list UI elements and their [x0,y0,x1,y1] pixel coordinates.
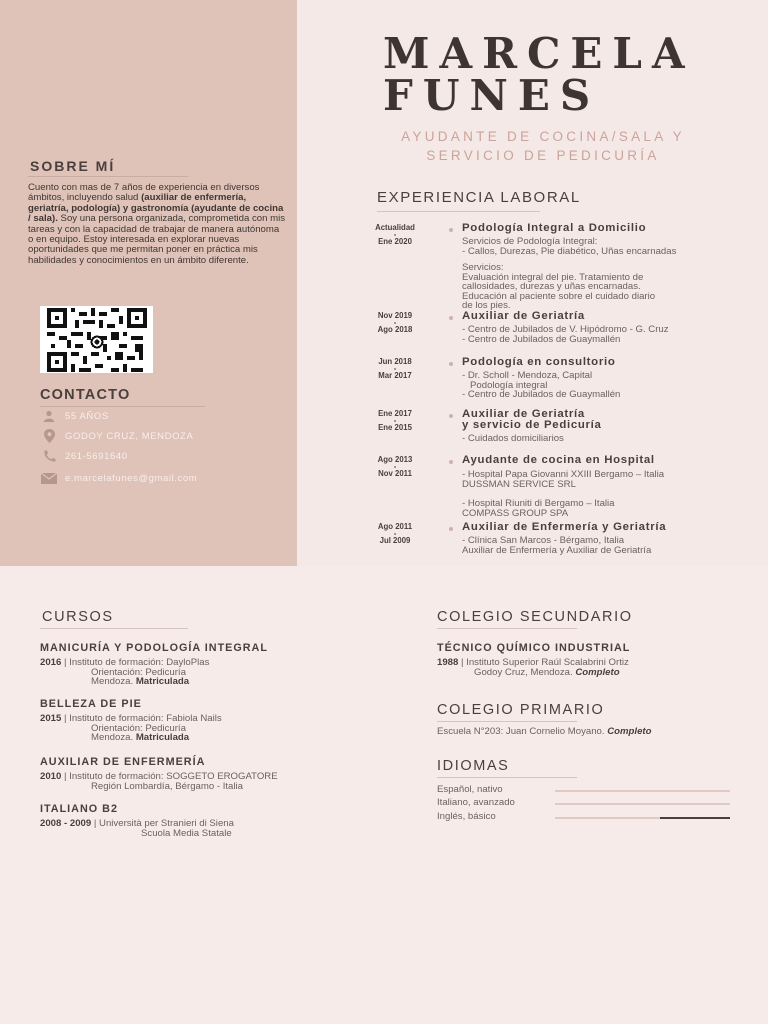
date-sep: - [393,415,397,425]
experience-heading: EXPERIENCIA LABORAL [377,189,581,206]
course-year: 2016 [40,657,62,668]
age-text: 55 AÑOS [65,410,109,422]
subtitle-line-2: SERVICIO DE PEDICURÍA [426,148,660,163]
job-line: - Hospital Riuniti di Bergamo – Italia [462,498,615,509]
courses-heading: CURSOS [42,609,114,625]
timeline-dot [449,362,453,366]
secondary-heading: COLEGIO SECUNDARIO [437,609,633,625]
language-level-fill [555,803,730,805]
job-subtitle [318,127,768,165]
language-row [437,811,737,822]
secondary-details [437,658,629,677]
course-title: MANICURÍA Y PODOLOGÍA INTEGRAL [40,642,268,654]
course-title: BELLEZA DE PIE [40,698,142,710]
job-title: Auxiliar de Geriatría [462,310,585,322]
job-line: de los pies. [462,300,511,311]
job-title [462,409,602,431]
job-description [462,371,620,400]
date-from: Nov 2019 [377,311,413,320]
location-pin-icon [40,429,58,443]
language-name: Italiano, avanzado [437,797,515,808]
job-line: - Centro de Jubilados de V. Hipódromo - G. Cruz [462,324,669,335]
primary-school: Escuela N°203: Juan Cornelio Moyano. [437,726,608,737]
date-from: Ago 2011 [377,522,413,531]
about-text-bold: (auxiliar de enfermería, geriatría, podología) y gastronomía (ayudante de cocina / sala). [28,192,284,225]
job-line: Educación al paciente sobre el cuidado diario [462,290,656,302]
job-line: Auxiliar de Enfermería y Auxiliar de Geriatría [462,544,652,556]
course-year: 2010 [40,771,62,782]
languages-heading: IDIOMAS [437,758,510,774]
job-description [462,470,664,518]
job-line: - Callos, Durezas, Pie diabético, Uñas encarnadas [462,245,677,257]
envelope-icon [40,471,58,485]
job-line: - Hospital Papa Giovanni XXIII Bergamo – Italia [462,469,665,480]
job-line: Podología integral [470,379,548,391]
job-line: - Clínica San Marcos - Bérgamo, Italia [462,535,625,546]
date-to: Ene 2020 [378,236,412,246]
email-text: e.marcelafunes@gmail.com [65,472,198,484]
job-dates [360,359,430,380]
job-line: - Cuidados domiciliarios [462,433,564,444]
contact-phone[interactable] [40,449,128,463]
about-divider [28,176,188,177]
course-year: 2015 [40,713,62,724]
course-school: Scuola Media Statale [141,827,232,839]
job-line: Servicios de Podología Integral: [462,236,598,247]
date-to: Nov 2011 [378,468,412,478]
secondary-year: 1988 [437,657,459,668]
job-line: - Centro de Jubilados de Guaymallén [462,389,621,400]
job-title-line: y servicio de Pedicuría [462,419,602,431]
date-sep: - [393,363,397,373]
contact-age [40,409,109,423]
job-dates [360,313,430,334]
language-name: Inglés, básico [437,811,496,822]
job-line: - Centro de Jubilados de Guaymallén [462,333,621,345]
qr-code[interactable] [40,306,153,373]
primary-details [437,727,651,737]
course-title: AUXILIAR DE ENFERMERÍA [40,756,206,768]
job-title: Podología Integral a Domicilio [462,222,647,234]
language-level-fill [555,790,730,792]
date-from: Ene 2017 [378,409,412,418]
subtitle-line-1: AYUDANTE DE COCINA/SALA Y [401,129,685,144]
course-details [40,772,278,791]
courses-divider [40,628,188,629]
person-icon [40,409,58,423]
about-text [28,183,286,266]
job-line: Servicios: [462,262,504,273]
first-name: MARCELA [383,29,695,78]
language-level-bar [555,817,730,819]
course-orientation: Orientación: Pedicuría [91,722,186,734]
job-title: Ayudante de cocina en Hospital [462,454,655,466]
date-sep: - [393,461,397,471]
date-to: Jul 2009 [379,535,411,545]
language-row [437,784,737,795]
job-line: COMPASS GROUP SPA [462,507,569,519]
candidate-name [383,29,695,120]
secondary-place: Godoy Cruz, Mendoza. [474,666,576,678]
job-description [462,536,651,555]
date-sep: - [393,528,397,538]
timeline-dot [449,527,453,531]
phone-icon [40,449,58,463]
primary-status: Completo [607,726,652,737]
job-title: Podología en consultorio [462,356,616,368]
timeline-dot [449,316,453,320]
date-to: Ago 2018 [377,324,413,334]
location-text: GODOY CRUZ, MENDOZA [65,430,194,442]
job-dates [360,457,430,478]
date-to: Ene 2015 [378,422,412,432]
course-orientation: Orientación: Pedicuría [91,666,186,678]
course-institute: | Università per Stranieri di Siena [91,818,234,829]
contact-divider [40,406,205,407]
course-place: Mendoza. [91,732,136,743]
job-line: DUSSMAN SERVICE SRL [462,478,576,490]
course-institute: | Instituto de formación: SOGGETO EROGATORE [61,771,278,782]
language-level-fill [660,817,730,819]
timeline-dot [449,460,453,464]
course-institute: | Instituto de formación: Fabiola Nails [61,713,222,724]
language-level-bar [555,790,730,792]
timeline-dot [449,414,453,418]
phone-text: 261-5691640 [65,450,128,462]
language-level-bar [555,803,730,805]
secondary-institute: | Instituto Superior Raúl Scalabrini Ortiz [458,657,629,668]
last-name: FUNES [383,71,601,120]
date-sep: - [393,317,397,327]
language-name: Español, nativo [437,784,503,795]
job-description [462,325,669,344]
course-details [40,658,209,687]
contact-email[interactable] [40,471,197,485]
languages-divider [437,777,577,778]
course-title: ITALIANO B2 [40,803,118,815]
primary-heading: COLEGIO PRIMARIO [437,702,605,718]
course-status: Matriculada [135,732,190,743]
job-description [462,237,676,311]
date-from: Ago 2013 [377,455,413,464]
secondary-title: TÉCNICO QUÍMICO INDUSTRIAL [437,642,631,654]
date-from: Jun 2018 [378,357,412,366]
primary-divider [437,721,577,722]
course-details [40,819,234,838]
date-to: Mar 2017 [378,370,412,380]
timeline-dot [449,228,453,232]
job-dates [360,524,430,545]
language-row [437,797,737,808]
secondary-status: Completo [575,666,620,678]
course-details [40,714,222,743]
job-title: Auxiliar de Enfermería y Geriatría [462,521,667,533]
course-year: 2008 - 2009 [40,818,92,829]
job-dates [360,411,430,432]
course-status: Matriculada [135,676,190,687]
course-region: Región Lombardía, Bérgamo - Italia [91,780,243,792]
job-title-line: Auxiliar de Geriatría [462,408,585,420]
about-heading: SOBRE MÍ [30,158,116,174]
date-from: Actualidad [375,223,415,232]
about-text-part: Soy una persona organizada, comprometida con mis tareas y con la capacidad de trabajar de manera autónoma o en equipo. Estoy interesada en explorar nuevas oportunidades que me permitan poner en práctica mis habilidades y conocimientos en un ámbito diferente. [28,213,286,266]
contact-heading: CONTACTO [40,387,131,403]
job-line: - Dr. Scholl - Mendoza, Capital [462,370,593,381]
job-dates [360,225,430,246]
job-description [462,434,564,444]
date-sep: - [393,229,397,239]
secondary-divider [437,628,577,629]
course-institute: | Instituto de formación: DayloPlas [61,657,210,668]
experience-divider [377,211,540,212]
contact-location [40,429,193,443]
course-place: Mendoza. [91,676,136,687]
qr-code-icon [47,308,147,372]
about-text-part: Cuento con mas de 7 años de experiencia en diversos ámbitos, incluyendo salud [28,182,260,204]
job-line: Evaluación integral del pie. Tratamiento de [462,271,644,283]
job-line: callosidades, durezas y uñas encarnadas. [462,281,641,292]
